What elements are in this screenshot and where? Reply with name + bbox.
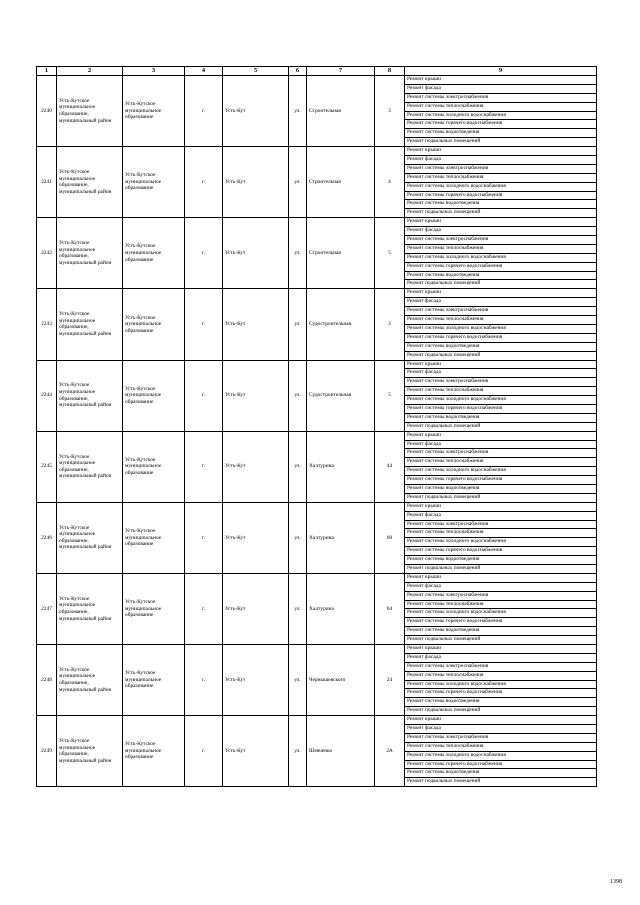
work-item: Ремонт крыши — [405, 645, 596, 654]
work-item: Ремонт системы теплоснабжения — [405, 601, 596, 610]
settlement-cell: Усть-Кут — [223, 360, 289, 431]
works-cell — [405, 716, 597, 787]
work-item: Ремонт системы теплоснабжения — [405, 387, 596, 396]
street-type-cell: ул. — [289, 716, 307, 787]
work-item: Ремонт системы холодного водоснабжения — [405, 538, 596, 547]
work-item: Ремонт системы теплоснабжения — [405, 743, 596, 752]
work-item: Ремонт системы теплоснабжения — [405, 529, 596, 538]
works-list — [405, 361, 596, 431]
work-item: Ремонт системы холодного водоснабжения — [405, 112, 596, 121]
work-item: Ремонт фасада — [405, 725, 596, 734]
work-item: Ремонт подвальных помещений — [407, 636, 481, 643]
work-item: Ремонт системы электроснабжения — [405, 734, 596, 743]
municipality-cell: Усть-Кутское муниципальное образование — [123, 289, 185, 360]
work-item: Ремонт крыши — [405, 432, 596, 441]
work-item: Ремонт системы теплоснабжения — [405, 245, 596, 254]
street-type-cell: ул. — [289, 289, 307, 360]
settlement-type-cell: г. — [185, 289, 223, 360]
works-list — [405, 574, 596, 644]
work-item: Ремонт системы теплоснабжения — [405, 316, 596, 325]
work-item: Ремонт подвальных помещений — [407, 707, 481, 714]
page-number: 1398 — [610, 879, 622, 885]
table-row — [37, 147, 597, 218]
work-item: Ремонт подвальных помещений — [407, 493, 481, 500]
settlement-type-cell: г. — [185, 360, 223, 431]
works-list — [405, 76, 596, 146]
work-item: Ремонт системы электроснабжения — [405, 592, 596, 601]
repair-table — [36, 66, 597, 787]
house-number-cell: 24 — [375, 645, 405, 716]
house-number-cell: 44 — [375, 431, 405, 502]
settlement-type-cell: г. — [185, 502, 223, 573]
settlement-type-cell: г. — [185, 573, 223, 644]
work-item: Ремонт системы горячего водоснабжения — [405, 263, 596, 272]
street-cell: Строительная — [307, 147, 375, 218]
district-cell: Усть-Кутское муниципальное образование, муниципальный район — [57, 716, 123, 787]
work-item: Ремонт подвальных помещений — [407, 778, 481, 785]
work-item: Ремонт крыши — [405, 503, 596, 512]
table-row — [37, 76, 597, 147]
works-list — [405, 147, 596, 217]
work-item: Ремонт крыши — [405, 361, 596, 370]
works-list — [405, 645, 596, 715]
house-number-cell: 60 — [375, 502, 405, 573]
work-item: Ремонт системы электроснабжения — [405, 378, 596, 387]
work-item: Ремонт подвальных помещений — [407, 564, 481, 571]
work-item: Ремонт системы горячего водоснабжения — [405, 761, 596, 770]
work-item: Ремонт системы горячего водоснабжения — [405, 334, 596, 343]
table-body — [37, 76, 597, 787]
works-cell — [405, 502, 597, 573]
table-row — [37, 502, 597, 573]
work-item: Ремонт фасада — [405, 85, 596, 94]
row-number: 2247 — [37, 573, 57, 644]
street-type-cell: ул. — [289, 573, 307, 644]
work-item: Ремонт системы водоотведения — [405, 627, 596, 636]
municipality-cell: Усть-Кутское муниципальное образование — [123, 76, 185, 147]
district-cell: Усть-Кутское муниципальное образование, муниципальный район — [57, 147, 123, 218]
work-item: Ремонт системы электроснабжения — [405, 94, 596, 103]
work-item: Ремонт системы электроснабжения — [405, 663, 596, 672]
street-cell: Чернышевского — [307, 645, 375, 716]
work-item: Ремонт крыши — [405, 716, 596, 725]
column-header-2: 2 — [57, 67, 123, 76]
settlement-cell: Усть-Кут — [223, 289, 289, 360]
table-row — [37, 431, 597, 502]
work-item: Ремонт системы горячего водоснабжения — [405, 405, 596, 414]
work-item: Ремонт системы электроснабжения — [405, 165, 596, 174]
district-cell: Усть-Кутское муниципальное образование, муниципальный район — [57, 76, 123, 147]
street-cell: Шевченко — [307, 716, 375, 787]
works-cell — [405, 289, 597, 360]
district-cell: Усть-Кутское муниципальное образование, муниципальный район — [57, 502, 123, 573]
work-item: Ремонт системы холодного водоснабжения — [405, 183, 596, 192]
work-item: Ремонт подвальных помещений — [407, 351, 481, 358]
house-number-cell: 3 — [375, 289, 405, 360]
work-item: Ремонт подвальных помещений — [407, 209, 481, 216]
district-cell: Усть-Кутское муниципальное образование, муниципальный район — [57, 645, 123, 716]
work-item: Ремонт системы водоотведения — [405, 272, 596, 281]
house-number-cell: 64 — [375, 573, 405, 644]
settlement-cell: Усть-Кут — [223, 218, 289, 289]
work-item: Ремонт системы теплоснабжения — [405, 174, 596, 183]
settlement-type-cell: г. — [185, 716, 223, 787]
row-number: 2243 — [37, 289, 57, 360]
works-list — [405, 432, 596, 502]
house-number-cell: 5 — [375, 360, 405, 431]
table-row — [37, 573, 597, 644]
works-cell — [405, 218, 597, 289]
street-type-cell: ул. — [289, 147, 307, 218]
work-item: Ремонт системы горячего водоснабжения — [405, 120, 596, 129]
row-number: 2242 — [37, 218, 57, 289]
house-number-cell: 3 — [375, 76, 405, 147]
work-item: Ремонт системы холодного водоснабжения — [405, 681, 596, 690]
work-item: Ремонт подвальных помещений — [407, 422, 481, 429]
works-cell — [405, 147, 597, 218]
work-item: Ремонт системы водоотведения — [405, 200, 596, 209]
municipality-cell: Усть-Кутское муниципальное образование — [123, 218, 185, 289]
work-item: Ремонт системы холодного водоснабжения — [405, 254, 596, 263]
district-cell: Усть-Кутское муниципальное образование, муниципальный район — [57, 218, 123, 289]
street-type-cell: ул. — [289, 645, 307, 716]
works-cell — [405, 645, 597, 716]
work-item: Ремонт системы холодного водоснабжения — [405, 325, 596, 334]
street-cell: Строительная — [307, 218, 375, 289]
work-item: Ремонт системы горячего водоснабжения — [405, 689, 596, 698]
work-item: Ремонт системы водоотведения — [405, 698, 596, 707]
work-item: Ремонт системы водоотведения — [405, 414, 596, 423]
column-header-4: 4 — [185, 67, 223, 76]
work-item: Ремонт системы водоотведения — [405, 769, 596, 778]
work-item: Ремонт фасада — [405, 441, 596, 450]
work-item: Ремонт крыши — [405, 218, 596, 227]
column-header-7: 7 — [307, 67, 375, 76]
street-type-cell: ул. — [289, 360, 307, 431]
settlement-type-cell: г. — [185, 431, 223, 502]
street-cell: Строительная — [307, 76, 375, 147]
municipality-cell: Усть-Кутское муниципальное образование — [123, 573, 185, 644]
municipality-cell: Усть-Кутское муниципальное образование — [123, 360, 185, 431]
works-cell — [405, 360, 597, 431]
work-item: Ремонт крыши — [405, 289, 596, 298]
work-item: Ремонт системы холодного водоснабжения — [405, 396, 596, 405]
work-item: Ремонт фасада — [405, 654, 596, 663]
street-cell: Халтурина — [307, 431, 375, 502]
work-item: Ремонт системы электроснабжения — [405, 449, 596, 458]
work-item: Ремонт системы теплоснабжения — [405, 672, 596, 681]
works-cell — [405, 573, 597, 644]
work-item: Ремонт подвальных помещений — [407, 280, 481, 287]
row-number: 2241 — [37, 147, 57, 218]
table-row — [37, 289, 597, 360]
work-item: Ремонт фасада — [405, 512, 596, 521]
work-item: Ремонт фасада — [405, 298, 596, 307]
work-item: Ремонт системы водоотведения — [405, 556, 596, 565]
row-number: 2240 — [37, 76, 57, 147]
column-header-8: 8 — [375, 67, 405, 76]
work-item: Ремонт системы холодного водоснабжения — [405, 752, 596, 761]
work-item: Ремонт крыши — [405, 76, 596, 85]
work-item: Ремонт фасада — [405, 583, 596, 592]
house-number-cell: 2А — [375, 716, 405, 787]
works-list — [405, 716, 596, 786]
work-item: Ремонт системы электроснабжения — [405, 236, 596, 245]
street-cell: Халтурина — [307, 502, 375, 573]
row-number: 2248 — [37, 645, 57, 716]
settlement-type-cell: г. — [185, 645, 223, 716]
settlement-type-cell: г. — [185, 218, 223, 289]
table-row — [37, 218, 597, 289]
document-page — [36, 66, 596, 787]
table-row — [37, 645, 597, 716]
settlement-cell: Усть-Кут — [223, 431, 289, 502]
settlement-cell: Усть-Кут — [223, 716, 289, 787]
street-type-cell: ул. — [289, 431, 307, 502]
work-item: Ремонт системы теплоснабжения — [405, 458, 596, 467]
house-number-cell: 4 — [375, 147, 405, 218]
work-item: Ремонт системы электроснабжения — [405, 307, 596, 316]
row-number: 2245 — [37, 431, 57, 502]
settlement-cell: Усть-Кут — [223, 573, 289, 644]
work-item: Ремонт системы водоотведения — [405, 129, 596, 138]
column-header-1: 1 — [37, 67, 57, 76]
work-item: Ремонт крыши — [405, 574, 596, 583]
district-cell: Усть-Кутское муниципальное образование, муниципальный район — [57, 431, 123, 502]
work-item: Ремонт системы теплоснабжения — [405, 103, 596, 112]
work-item: Ремонт системы холодного водоснабжения — [405, 609, 596, 618]
work-item: Ремонт подвальных помещений — [407, 138, 481, 145]
district-cell: Усть-Кутское муниципальное образование, муниципальный район — [57, 573, 123, 644]
row-number: 2244 — [37, 360, 57, 431]
works-list — [405, 289, 596, 359]
settlement-cell: Усть-Кут — [223, 76, 289, 147]
column-header-6: 6 — [289, 67, 307, 76]
municipality-cell: Усть-Кутское муниципальное образование — [123, 645, 185, 716]
municipality-cell: Усть-Кутское муниципальное образование — [123, 716, 185, 787]
work-item: Ремонт фасада — [405, 156, 596, 165]
work-item: Ремонт системы горячего водоснабжения — [405, 476, 596, 485]
street-type-cell: ул. — [289, 218, 307, 289]
street-cell: Судостроительная — [307, 360, 375, 431]
works-cell — [405, 76, 597, 147]
municipality-cell: Усть-Кутское муниципальное образование — [123, 502, 185, 573]
street-type-cell: ул. — [289, 76, 307, 147]
work-item: Ремонт системы холодного водоснабжения — [405, 467, 596, 476]
column-header-3: 3 — [123, 67, 185, 76]
table-row — [37, 716, 597, 787]
work-item: Ремонт фасада — [405, 227, 596, 236]
work-item: Ремонт системы горячего водоснабжения — [405, 547, 596, 556]
work-item: Ремонт системы водоотведения — [405, 343, 596, 352]
settlement-cell: Усть-Кут — [223, 147, 289, 218]
works-list — [405, 503, 596, 573]
municipality-cell: Усть-Кутское муниципальное образование — [123, 431, 185, 502]
column-header-9: 9 — [405, 67, 597, 76]
work-item: Ремонт системы горячего водоснабжения — [405, 192, 596, 201]
house-number-cell: 5 — [375, 218, 405, 289]
settlement-cell: Усть-Кут — [223, 502, 289, 573]
district-cell: Усть-Кутское муниципальное образование, муниципальный район — [57, 289, 123, 360]
work-item: Ремонт системы электроснабжения — [405, 521, 596, 530]
header-row — [37, 67, 597, 76]
row-number: 2246 — [37, 502, 57, 573]
district-cell: Усть-Кутское муниципальное образование, муниципальный район — [57, 360, 123, 431]
work-item: Ремонт фасада — [405, 369, 596, 378]
works-cell — [405, 431, 597, 502]
settlement-cell: Усть-Кут — [223, 645, 289, 716]
settlement-type-cell: г. — [185, 76, 223, 147]
table-row — [37, 360, 597, 431]
municipality-cell: Усть-Кутское муниципальное образование — [123, 147, 185, 218]
settlement-type-cell: г. — [185, 147, 223, 218]
row-number: 2249 — [37, 716, 57, 787]
street-cell: Судостроительная — [307, 289, 375, 360]
work-item: Ремонт системы горячего водоснабжения — [405, 618, 596, 627]
street-cell: Халтурина — [307, 573, 375, 644]
works-list — [405, 218, 596, 288]
street-type-cell: ул. — [289, 502, 307, 573]
column-header-5: 5 — [223, 67, 289, 76]
work-item: Ремонт крыши — [405, 147, 596, 156]
work-item: Ремонт системы водоотведения — [405, 485, 596, 494]
